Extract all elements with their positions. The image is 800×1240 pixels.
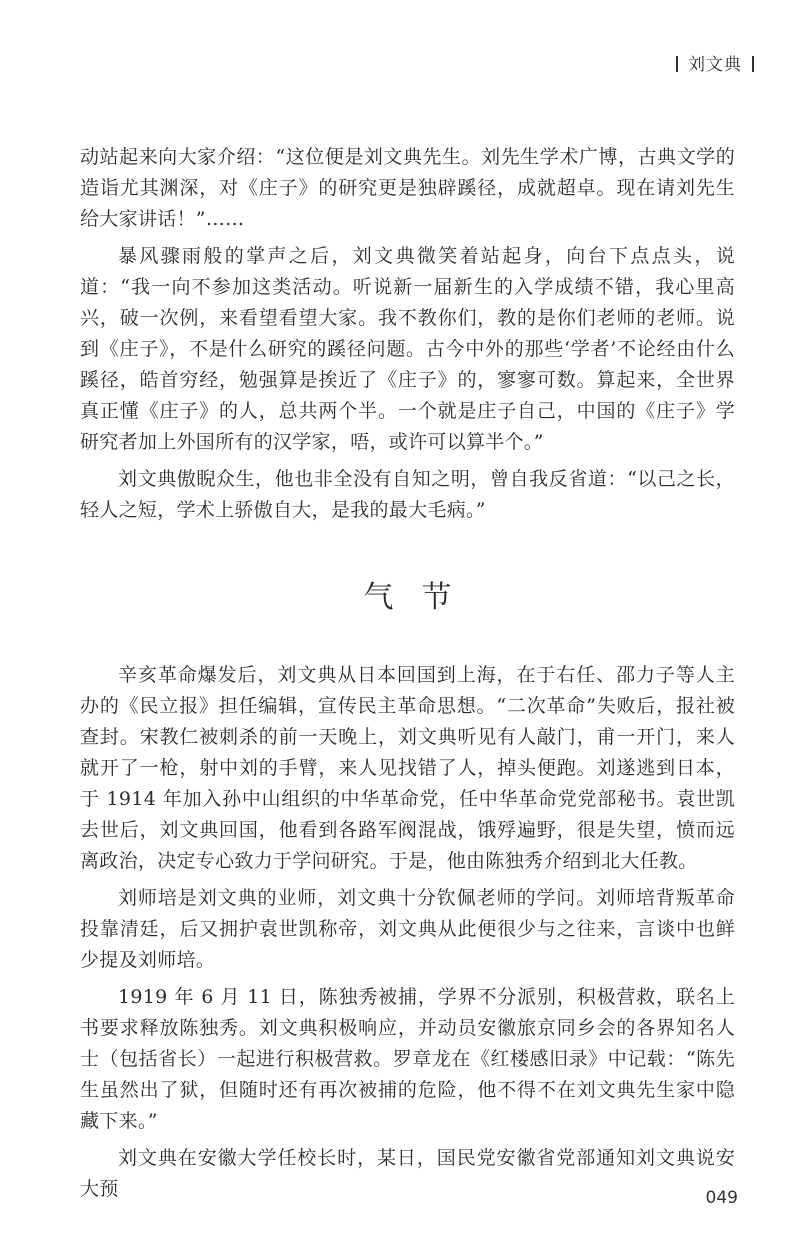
header-left-bar: [676, 56, 678, 72]
running-header: [666, 50, 764, 75]
paragraph: 1919 年 6 月 11 日，陈独秀被捕，学界不分派别，积极营救，联名上书要求释放陈独秀。刘文典积极响应，并动员安徽旅京同乡会的各界知名人士（包括省长）一起进行积极营救。罗章龙在《红楼感旧录》中记载：“陈先生虽然出了狱，但随时还有再次被捕的危险，他不得不在刘文典先生家中隐藏下来。”: [80, 986, 735, 1132]
paragraph-continued: 动站起来向大家介绍：“这位便是刘文典先生。刘先生学术广博，古典文学的造诣尤其渊深，对《庄子》的研究更是独辟蹊径，成就超卓。现在请刘先生给大家讲话！”……: [80, 146, 735, 230]
paragraph: 刘文典傲睨众生，他也非全没有自知之明，曾自我反省道：“以己之长，轻人之短，学术上骄傲自大，是我的最大毛病。”: [80, 468, 735, 521]
paragraph: 刘文典在安徽大学任校长时，某日，国民党安徽省党部通知刘文典说安大预: [80, 1147, 735, 1200]
page-body: [80, 142, 735, 1205]
header-right-bar: [752, 56, 754, 72]
paragraph: 辛亥革命爆发后，刘文典从日本回国到上海，在于右任、邵力子等人主办的《民立报》担任编辑，宣传民主革命思想。“二次革命”失败后，报社被查封。宋教仁被刺杀的前一天晚上，刘文典听见有人敲门，甫一开门，来人就开了一枪，射中刘的手臂，来人见找错了人，掉头便跑。刘遂逃到日本，于 1914 年加入孙中山组织的中华革命党，任中华革命党党部秘书。袁世凯去世后，刘文典回国，他看到各路军阀混战，饿殍遍野，很是失望，愤而远离政治，决定专心致力于学问研究。于是，他由陈独秀介绍到北大任教。: [80, 664, 735, 872]
paragraph: 刘师培是刘文典的业师，刘文典十分钦佩老师的学问。刘师培背叛革命投靠清廷，后又拥护袁世凯称帝，刘文典从此便很少与之往来，言谈中也鲜少提及刘师培。: [80, 887, 735, 971]
running-title: 刘文典: [688, 55, 742, 75]
page-number: 049: [705, 1188, 738, 1208]
paragraph: 暴风骤雨般的掌声之后，刘文典微笑着站起身，向台下点点头，说道：“我一向不参加这类活动。听说新一届新生的入学成绩不错，我心里高兴，破一次例，来看望看望大家。我不教你们，教的是你们老师的老师。说到《庄子》，不是什么研究的蹊径问题。古今中外的那些‘学者’不论经由什么蹊径，皓首穷经，勉强算是挨近了《庄子》的，寥寥可数。算起来，全世界真正懂《庄子》的人，总共两个半。一个就是庄子自己，中国的《庄子》学研究者加上外国所有的汉学家，唔，或许可以算半个。”: [80, 245, 735, 453]
section-title: 气节: [363, 580, 480, 615]
